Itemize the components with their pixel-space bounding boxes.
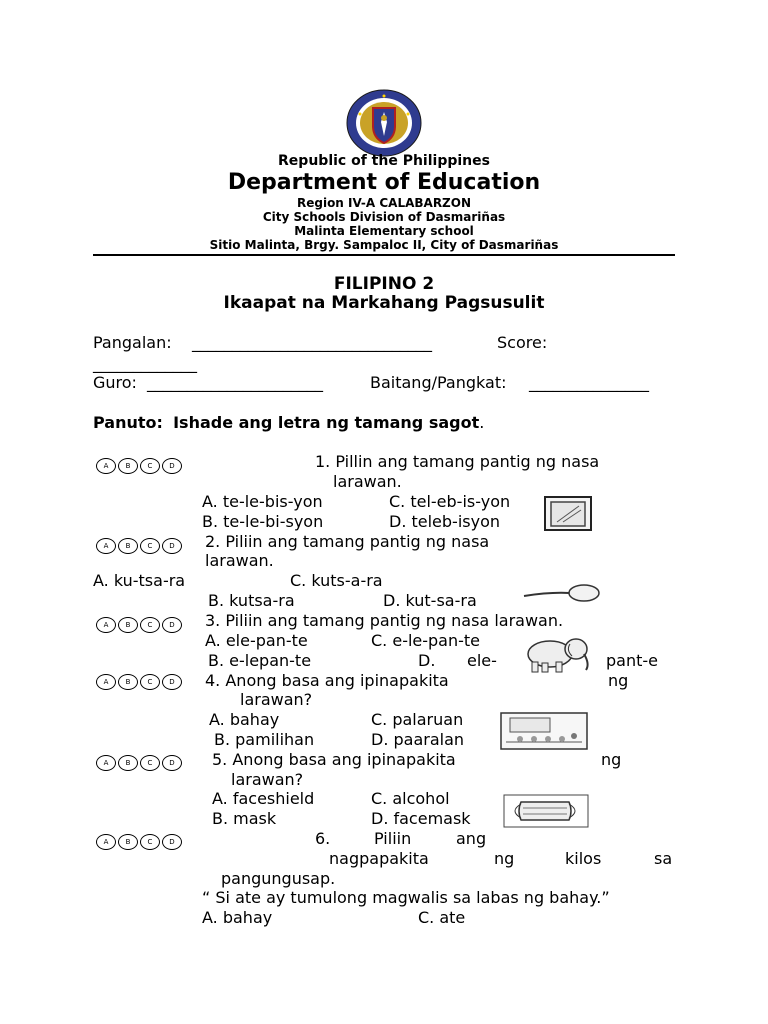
question-6-word-kilos: kilos: [565, 849, 602, 868]
facemask-picture: [503, 794, 589, 828]
bubble-a[interactable]: A: [96, 674, 116, 690]
question-1-text: 1. Pillin ang tamang pantig ng nasa: [315, 452, 600, 471]
bubble-a[interactable]: A: [96, 538, 116, 554]
option-c: C. kuts-a-ra: [290, 571, 383, 590]
answer-bubbles-5[interactable]: [96, 755, 182, 771]
bubble-b[interactable]: B: [118, 755, 138, 771]
option-c: C. ate: [418, 908, 466, 927]
bubble-a[interactable]: A: [96, 834, 116, 850]
answer-bubbles-1[interactable]: [96, 458, 182, 474]
option-c: C. tel-eb-is-yon: [389, 492, 511, 511]
bubble-c[interactable]: C: [140, 834, 160, 850]
question-6-word-ng: ng: [494, 849, 515, 868]
directions: [93, 413, 484, 432]
bubble-c[interactable]: C: [140, 755, 160, 771]
question-4-text-cont: larawan?: [240, 690, 313, 709]
bubble-b[interactable]: B: [118, 458, 138, 474]
question-2-text-cont: larawan.: [205, 551, 274, 570]
grade-field[interactable]: _______________: [529, 373, 649, 392]
grade-label: Baitang/Pangkat:: [370, 373, 507, 392]
option-d-letter: D.: [418, 651, 436, 670]
answer-bubbles-2[interactable]: [96, 538, 182, 554]
option-a: A. ku-tsa-ra: [93, 571, 186, 590]
question-4-text-ng: ng: [608, 671, 629, 690]
division-text: City Schools Division of Dasmariñas: [262, 210, 506, 224]
option-d-part: ele-: [467, 651, 497, 670]
option-d-end: pant-e: [606, 651, 658, 670]
name-field[interactable]: ______________________________: [192, 333, 432, 352]
question-6-word-nagpapakita: nagpapakita: [329, 849, 429, 868]
directions-end: .: [479, 413, 485, 432]
option-d: D. kut-sa-ra: [383, 591, 477, 610]
deped-seal-logo: [345, 88, 423, 158]
subject-title: FILIPINO 2: [333, 274, 435, 294]
bubble-c[interactable]: C: [140, 674, 160, 690]
question-6-text-cont: pangungusap.: [221, 869, 336, 888]
classroom-picture: [500, 712, 588, 750]
option-b: B. te-le-bi-syon: [202, 512, 324, 531]
option-d: D. facemask: [371, 809, 471, 828]
television-picture: [543, 494, 595, 534]
bubble-b[interactable]: B: [118, 617, 138, 633]
option-a: A. bahay: [209, 710, 280, 729]
bubble-c[interactable]: C: [140, 538, 160, 554]
option-a: A. te-le-bis-yon: [202, 492, 323, 511]
question-3-text: 3. Piliin ang tamang pantig ng nasa larawan.: [205, 611, 564, 630]
bubble-b[interactable]: B: [118, 674, 138, 690]
answer-bubbles-6[interactable]: [96, 834, 182, 850]
bubble-d[interactable]: D: [162, 458, 182, 474]
republic-text: Republic of the Philippines: [278, 153, 490, 169]
question-2-text: 2. Piliin ang tamang pantig ng nasa: [205, 532, 490, 551]
department-title: Department of Education: [227, 170, 541, 195]
option-c: C. alcohol: [371, 789, 450, 808]
option-b: B. pamilihan: [214, 730, 315, 749]
question-6-word-sa: sa: [654, 849, 673, 868]
bubble-d[interactable]: D: [162, 617, 182, 633]
score-label: Score:: [497, 333, 548, 352]
option-b: B. e-lepan-te: [208, 651, 312, 670]
header-divider: [93, 254, 675, 256]
option-c: C. palaruan: [371, 710, 464, 729]
score-field[interactable]: _____________: [93, 354, 197, 373]
bubble-a[interactable]: A: [96, 755, 116, 771]
directions-text: Ishade ang letra ng tamang sagot: [173, 413, 480, 432]
question-6-sentence: “ Si ate ay tumulong magwalis sa labas ng bahay.”: [202, 888, 610, 907]
question-5-text: 5. Anong basa ang ipinapakita: [212, 750, 456, 769]
option-a: A. faceshield: [212, 789, 315, 808]
region-text: Region IV-A CALABARZON: [296, 196, 472, 210]
option-b: B. mask: [212, 809, 277, 828]
question-6-word-piliin: Piliin: [374, 829, 412, 848]
question-6-word-ang: ang: [456, 829, 487, 848]
exam-title: Ikaapat na Markahang Pagsusulit: [223, 293, 545, 313]
answer-bubbles-3[interactable]: [96, 617, 182, 633]
bubble-c[interactable]: C: [140, 458, 160, 474]
question-1-text-cont: larawan.: [333, 472, 402, 491]
option-d: D. paaralan: [371, 730, 465, 749]
option-a: A. bahay: [202, 908, 273, 927]
option-c: C. e-le-pan-te: [371, 631, 481, 650]
question-5-text-cont: larawan?: [231, 770, 304, 789]
bubble-a[interactable]: A: [96, 617, 116, 633]
address-text: Sitio Malinta, Brgy. Sampaloc II, City of Dasmariñas: [209, 238, 559, 252]
bubble-a[interactable]: A: [96, 458, 116, 474]
spoon-picture: [520, 582, 602, 606]
question-5-text-ng: ng: [601, 750, 622, 769]
option-a: A. ele-pan-te: [205, 631, 308, 650]
teacher-field[interactable]: ______________________: [147, 373, 323, 392]
teacher-label: Guro:: [93, 373, 137, 392]
bubble-d[interactable]: D: [162, 674, 182, 690]
school-text: Malinta Elementary school: [294, 224, 474, 238]
name-label: Pangalan:: [93, 333, 172, 352]
question-6-number: 6.: [315, 829, 331, 848]
question-4-text: 4. Anong basa ang ipinapakita: [205, 671, 449, 690]
bubble-b[interactable]: B: [118, 834, 138, 850]
bubble-c[interactable]: C: [140, 617, 160, 633]
bubble-d[interactable]: D: [162, 538, 182, 554]
option-b: B. kutsa-ra: [208, 591, 295, 610]
bubble-d[interactable]: D: [162, 834, 182, 850]
option-d: D. teleb-isyon: [389, 512, 501, 531]
elephant-picture: [516, 634, 596, 674]
answer-bubbles-4[interactable]: [96, 674, 182, 690]
bubble-d[interactable]: D: [162, 755, 182, 771]
directions-label: Panuto:: [93, 413, 163, 432]
bubble-b[interactable]: B: [118, 538, 138, 554]
